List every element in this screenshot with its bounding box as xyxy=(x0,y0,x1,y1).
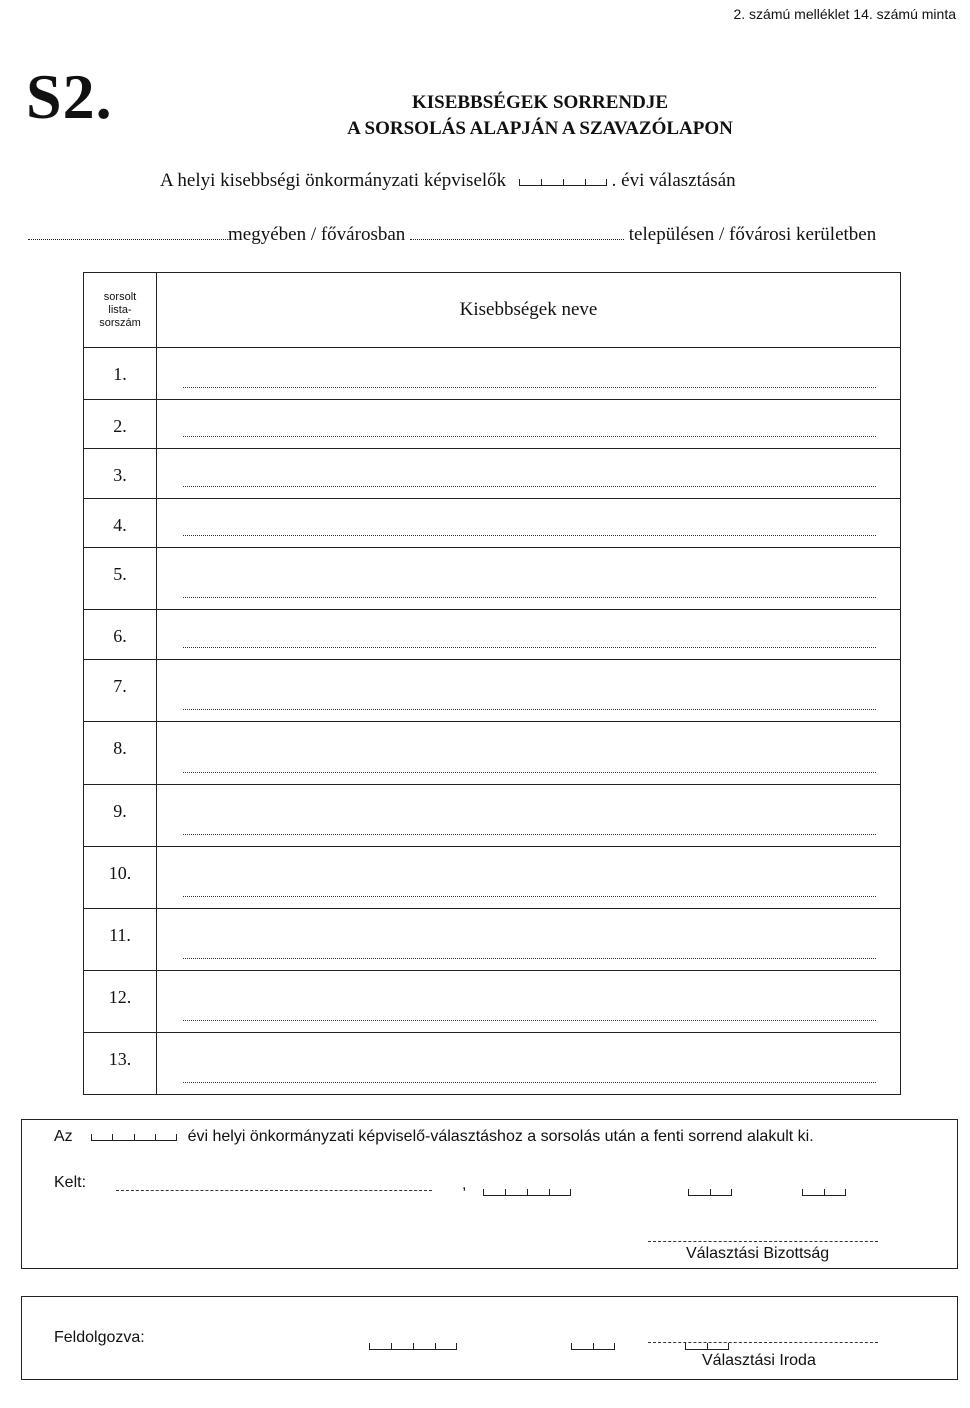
row-number: 8. xyxy=(84,722,157,785)
office-signature-line[interactable] xyxy=(648,1341,878,1343)
table-row xyxy=(84,499,901,548)
table-row xyxy=(84,610,901,660)
confirmation-prefix: Az xyxy=(54,1128,73,1145)
form-title-line1: KISEBBSÉGEK SORRENDJE xyxy=(411,92,669,113)
intro-line2 xyxy=(28,224,876,246)
row-number: 9. xyxy=(84,785,157,847)
table-row xyxy=(84,722,901,785)
office-signature-label: Választási Iroda xyxy=(702,1352,816,1369)
row-number: 12. xyxy=(84,971,157,1033)
minority-name-field[interactable] xyxy=(157,909,901,971)
minority-name-field[interactable] xyxy=(157,348,901,400)
comma: , xyxy=(462,1176,467,1193)
dated-month-field[interactable] xyxy=(688,1187,732,1196)
row-number: 2. xyxy=(84,400,157,449)
minorities-table xyxy=(83,272,901,1095)
county-label: megyében / fővárosban xyxy=(228,224,406,245)
col-name-header: Kisebbségek neve xyxy=(157,273,901,348)
minority-name-field[interactable] xyxy=(157,722,901,785)
col-order-header xyxy=(84,273,157,348)
election-year-field[interactable] xyxy=(91,1132,177,1141)
row-number: 1. xyxy=(84,348,157,400)
annex-note: 2. számú melléklet 14. számú minta xyxy=(733,6,956,22)
minority-name-field[interactable] xyxy=(157,660,901,722)
minority-name-field[interactable] xyxy=(157,548,901,610)
table-header-row xyxy=(84,273,901,348)
col-order-header-line3: sorszám xyxy=(99,316,141,329)
col-order-header-line2: lista- xyxy=(108,303,132,316)
minority-name-field[interactable] xyxy=(157,1033,901,1095)
table-row xyxy=(84,785,901,847)
minority-name-field[interactable] xyxy=(157,847,901,909)
row-number: 6. xyxy=(84,610,157,660)
minority-name-field[interactable] xyxy=(157,499,901,548)
table-row xyxy=(84,847,901,909)
committee-signature-label: Választási Bizottság xyxy=(686,1245,830,1262)
table-row xyxy=(84,1033,901,1095)
processing-box xyxy=(21,1296,958,1380)
table-row xyxy=(84,348,901,400)
intro-line1-after: . évi választásán xyxy=(611,170,736,191)
table-row xyxy=(84,971,901,1033)
minority-name-field[interactable] xyxy=(157,400,901,449)
year-field[interactable] xyxy=(519,177,607,186)
row-number: 7. xyxy=(84,660,157,722)
table-row xyxy=(84,548,901,610)
processing-month-field[interactable] xyxy=(571,1341,615,1350)
form-title-line2: A SORSOLÁS ALAPJÁN A SZAVAZÓLAPON xyxy=(347,118,733,139)
processing-year-field[interactable] xyxy=(369,1341,457,1350)
dated-day-field[interactable] xyxy=(802,1187,846,1196)
minority-name-field[interactable] xyxy=(157,610,901,660)
col-order-header-line1: sorsolt xyxy=(103,290,137,303)
row-number: 13. xyxy=(84,1033,157,1095)
row-number: 3. xyxy=(84,449,157,499)
processing-label: Feldolgozva: xyxy=(54,1329,145,1346)
minority-name-field[interactable] xyxy=(157,449,901,499)
row-number: 10. xyxy=(84,847,157,909)
dated-label: Kelt: xyxy=(54,1174,87,1191)
minority-name-field[interactable] xyxy=(157,971,901,1033)
form-code: S2. xyxy=(26,61,113,132)
confirmation-sentence: évi helyi önkormányzati képviselő-választáshoz a sorsolás után a fenti sorrend alakult ki. xyxy=(187,1128,814,1145)
settlement-field[interactable] xyxy=(410,238,624,240)
intro-line1-before: A helyi kisebbségi önkormányzati képviselők xyxy=(160,170,507,191)
committee-signature-line[interactable] xyxy=(648,1240,878,1242)
table-row xyxy=(84,909,901,971)
table-row xyxy=(84,400,901,449)
minority-name-field[interactable] xyxy=(157,785,901,847)
settlement-label: településen / fővárosi kerületben xyxy=(628,224,877,245)
table-row xyxy=(84,449,901,499)
dated-place-field[interactable] xyxy=(116,1189,432,1191)
intro-line1 xyxy=(160,170,736,192)
row-number: 5. xyxy=(84,548,157,610)
row-number: 4. xyxy=(84,499,157,548)
county-field[interactable] xyxy=(28,238,228,240)
dated-year-field[interactable] xyxy=(483,1187,571,1196)
table-row xyxy=(84,660,901,722)
confirmation-text xyxy=(54,1128,814,1146)
row-number: 11. xyxy=(84,909,157,971)
